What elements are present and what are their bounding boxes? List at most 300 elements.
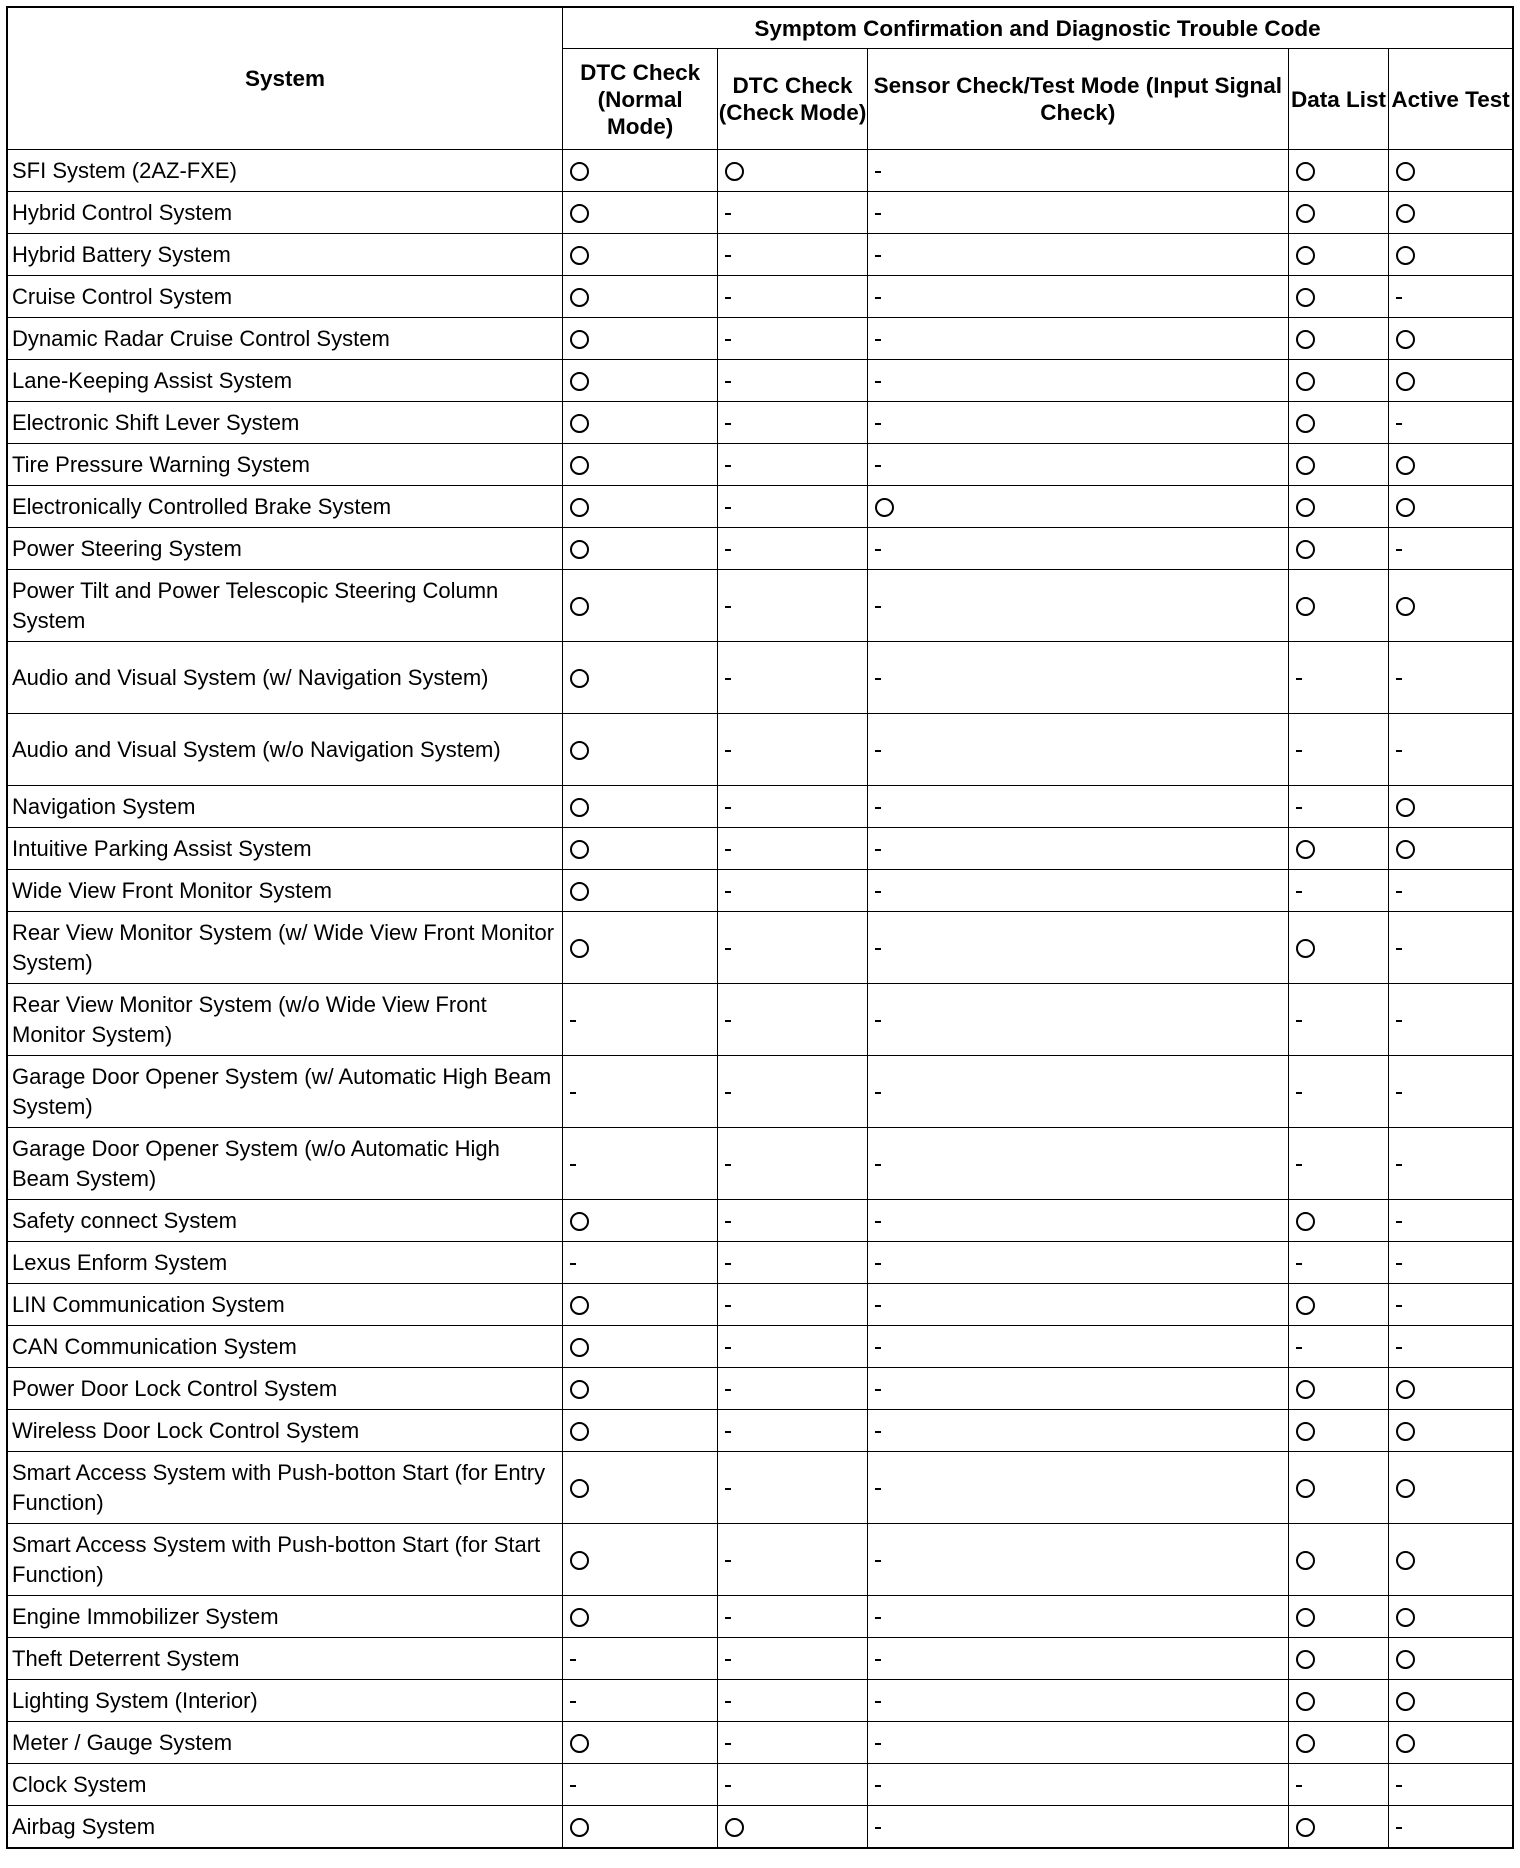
- dash-icon: [875, 1092, 881, 1094]
- dash-icon: [875, 213, 881, 215]
- circle-icon: [1296, 1212, 1315, 1231]
- value-cell: [718, 444, 867, 486]
- table-row: [7, 402, 1513, 444]
- dash-icon: [570, 1785, 576, 1787]
- dash-icon: [1396, 1785, 1402, 1787]
- table-row: [7, 1638, 1513, 1680]
- circle-icon: [570, 414, 589, 433]
- value-cell: [718, 1242, 867, 1284]
- value-cell: [1389, 570, 1513, 642]
- value-cell: [867, 1056, 1288, 1128]
- circle-icon: [1296, 1551, 1315, 1570]
- dash-icon: [1396, 678, 1402, 680]
- value-cell: [1389, 912, 1513, 984]
- value-cell: [1389, 984, 1513, 1056]
- value-cell: [718, 276, 867, 318]
- system-name: Lane-Keeping Assist System: [7, 360, 562, 402]
- circle-icon: [1396, 1692, 1415, 1711]
- value-cell: [1288, 318, 1388, 360]
- dash-icon: [875, 1347, 881, 1349]
- dash-icon: [875, 750, 881, 752]
- value-cell: [867, 318, 1288, 360]
- value-cell: [562, 318, 717, 360]
- circle-icon: [1296, 840, 1315, 859]
- value-cell: [1389, 1128, 1513, 1200]
- dash-icon: [875, 339, 881, 341]
- table-row: [7, 318, 1513, 360]
- value-cell: [1389, 276, 1513, 318]
- dash-icon: [875, 1659, 881, 1661]
- value-cell: [867, 360, 1288, 402]
- circle-icon: [1396, 1422, 1415, 1441]
- circle-icon: [1396, 1551, 1415, 1570]
- value-cell: [562, 1326, 717, 1368]
- circle-icon: [570, 204, 589, 223]
- table-row: [7, 1452, 1513, 1524]
- circle-icon: [1396, 330, 1415, 349]
- value-cell: [562, 984, 717, 1056]
- dash-icon: [875, 1389, 881, 1391]
- value-cell: [867, 402, 1288, 444]
- value-cell: [867, 1452, 1288, 1524]
- dash-icon: [725, 1617, 731, 1619]
- dash-icon: [1396, 948, 1402, 950]
- value-cell: [562, 276, 717, 318]
- value-cell: [867, 912, 1288, 984]
- value-cell: [1288, 1128, 1388, 1200]
- value-cell: [1288, 528, 1388, 570]
- system-name: Power Door Lock Control System: [7, 1368, 562, 1410]
- circle-icon: [1296, 1650, 1315, 1669]
- circle-icon: [1296, 1818, 1315, 1837]
- value-cell: [718, 318, 867, 360]
- value-cell: [1389, 318, 1513, 360]
- dash-icon: [725, 423, 731, 425]
- dash-icon: [875, 849, 881, 851]
- dash-icon: [1296, 1164, 1302, 1166]
- value-cell: [1288, 1680, 1388, 1722]
- table-row: [7, 192, 1513, 234]
- dash-icon: [725, 297, 731, 299]
- value-cell: [1389, 1638, 1513, 1680]
- value-cell: [718, 1128, 867, 1200]
- circle-icon: [1296, 162, 1315, 181]
- dash-icon: [1296, 678, 1302, 680]
- value-cell: [1389, 192, 1513, 234]
- value-cell: [1389, 1452, 1513, 1524]
- value-cell: [1389, 870, 1513, 912]
- value-cell: [867, 1638, 1288, 1680]
- circle-icon: [1396, 1650, 1415, 1669]
- dash-icon: [1296, 750, 1302, 752]
- value-cell: [562, 642, 717, 714]
- value-cell: [718, 1524, 867, 1596]
- column-header: Active Test: [1389, 49, 1513, 150]
- circle-icon: [1296, 939, 1315, 958]
- table-row: [7, 486, 1513, 528]
- dash-icon: [725, 1431, 731, 1433]
- circle-icon: [1296, 330, 1315, 349]
- circle-icon: [1296, 1296, 1315, 1315]
- circle-icon: [570, 840, 589, 859]
- system-name: Electronic Shift Lever System: [7, 402, 562, 444]
- dash-icon: [1296, 1263, 1302, 1265]
- value-cell: [718, 528, 867, 570]
- circle-icon: [1396, 456, 1415, 475]
- value-cell: [562, 1806, 717, 1849]
- system-name: LIN Communication System: [7, 1284, 562, 1326]
- system-name: Lexus Enform System: [7, 1242, 562, 1284]
- circle-icon: [1296, 1608, 1315, 1627]
- value-cell: [1389, 1680, 1513, 1722]
- value-cell: [562, 360, 717, 402]
- value-cell: [867, 1722, 1288, 1764]
- dash-icon: [875, 948, 881, 950]
- value-cell: [1389, 528, 1513, 570]
- table-row: [7, 1326, 1513, 1368]
- system-name: SFI System (2AZ-FXE): [7, 150, 562, 192]
- value-cell: [867, 1680, 1288, 1722]
- dash-icon: [875, 1617, 881, 1619]
- value-cell: [718, 486, 867, 528]
- circle-icon: [1296, 456, 1315, 475]
- value-cell: [1288, 402, 1388, 444]
- dash-icon: [1396, 1092, 1402, 1094]
- dash-icon: [725, 1659, 731, 1661]
- table-row: [7, 1242, 1513, 1284]
- value-cell: [562, 402, 717, 444]
- value-cell: [562, 1284, 717, 1326]
- circle-icon: [570, 288, 589, 307]
- system-name: Smart Access System with Push-botton Start (for Start Function): [7, 1524, 562, 1596]
- table-row: [7, 1596, 1513, 1638]
- dash-icon: [570, 1164, 576, 1166]
- circle-icon: [570, 162, 589, 181]
- circle-icon: [1296, 597, 1315, 616]
- circle-icon: [570, 669, 589, 688]
- circle-icon: [1396, 1479, 1415, 1498]
- value-cell: [1389, 150, 1513, 192]
- table-row: [7, 570, 1513, 642]
- value-cell: [1389, 1410, 1513, 1452]
- value-cell: [718, 1806, 867, 1849]
- value-cell: [718, 234, 867, 276]
- value-cell: [718, 150, 867, 192]
- dash-icon: [570, 1263, 576, 1265]
- dash-icon: [725, 1305, 731, 1307]
- value-cell: [1389, 1242, 1513, 1284]
- dash-icon: [875, 1743, 881, 1745]
- circle-icon: [570, 1422, 589, 1441]
- value-cell: [1288, 1056, 1388, 1128]
- dash-icon: [725, 381, 731, 383]
- circle-icon: [1296, 498, 1315, 517]
- value-cell: [867, 234, 1288, 276]
- table-row: [7, 1128, 1513, 1200]
- table-row: [7, 1284, 1513, 1326]
- value-cell: [718, 1410, 867, 1452]
- circle-icon: [1396, 204, 1415, 223]
- circle-icon: [1296, 1479, 1315, 1498]
- value-cell: [1288, 192, 1388, 234]
- circle-icon: [570, 540, 589, 559]
- value-cell: [562, 714, 717, 786]
- table-row: [7, 984, 1513, 1056]
- value-cell: [1389, 360, 1513, 402]
- dash-icon: [725, 750, 731, 752]
- dash-icon: [1396, 1020, 1402, 1022]
- value-cell: [1288, 1200, 1388, 1242]
- dash-icon: [1396, 1221, 1402, 1223]
- dash-icon: [725, 507, 731, 509]
- dash-icon: [725, 1389, 731, 1391]
- value-cell: [867, 1524, 1288, 1596]
- value-cell: [718, 786, 867, 828]
- value-cell: [718, 1638, 867, 1680]
- circle-icon: [570, 1212, 589, 1231]
- value-cell: [1389, 1200, 1513, 1242]
- circle-icon: [1396, 1380, 1415, 1399]
- dash-icon: [1396, 750, 1402, 752]
- circle-icon: [725, 162, 744, 181]
- value-cell: [718, 360, 867, 402]
- circle-icon: [1296, 204, 1315, 223]
- system-name: Power Tilt and Power Telescopic Steering Column System: [7, 570, 562, 642]
- value-cell: [562, 1452, 717, 1524]
- table-row: [7, 276, 1513, 318]
- table-row: [7, 234, 1513, 276]
- table-row: [7, 150, 1513, 192]
- table-row: [7, 642, 1513, 714]
- value-cell: [1288, 276, 1388, 318]
- column-header: DTC Check (Check Mode): [718, 49, 867, 150]
- diagnostic-function-table: [6, 6, 1514, 1849]
- value-cell: [867, 1596, 1288, 1638]
- table-row: [7, 1764, 1513, 1806]
- circle-icon: [1396, 162, 1415, 181]
- dash-icon: [725, 1263, 731, 1265]
- value-cell: [562, 444, 717, 486]
- table-row: [7, 786, 1513, 828]
- value-cell: [718, 1452, 867, 1524]
- dash-icon: [875, 465, 881, 467]
- value-cell: [867, 1242, 1288, 1284]
- dash-icon: [725, 606, 731, 608]
- value-cell: [562, 486, 717, 528]
- value-cell: [1389, 714, 1513, 786]
- value-cell: [718, 828, 867, 870]
- system-name: Rear View Monitor System (w/ Wide View Front Monitor System): [7, 912, 562, 984]
- value-cell: [1389, 1326, 1513, 1368]
- value-cell: [867, 276, 1288, 318]
- circle-icon: [875, 498, 894, 517]
- value-cell: [1389, 402, 1513, 444]
- circle-icon: [1396, 246, 1415, 265]
- dash-icon: [725, 1701, 731, 1703]
- value-cell: [1288, 1368, 1388, 1410]
- value-cell: [867, 570, 1288, 642]
- value-cell: [867, 714, 1288, 786]
- system-name: Tire Pressure Warning System: [7, 444, 562, 486]
- table-row: [7, 714, 1513, 786]
- dash-icon: [875, 678, 881, 680]
- value-cell: [718, 570, 867, 642]
- value-cell: [718, 870, 867, 912]
- value-cell: [867, 1326, 1288, 1368]
- dash-icon: [875, 1164, 881, 1166]
- value-cell: [562, 570, 717, 642]
- value-cell: [562, 528, 717, 570]
- system-name: Safety connect System: [7, 1200, 562, 1242]
- value-cell: [1389, 1056, 1513, 1128]
- table-row: [7, 1806, 1513, 1849]
- value-cell: [1288, 486, 1388, 528]
- dash-icon: [725, 1164, 731, 1166]
- value-cell: [1389, 444, 1513, 486]
- dash-icon: [1296, 1347, 1302, 1349]
- system-name: Theft Deterrent System: [7, 1638, 562, 1680]
- circle-icon: [570, 456, 589, 475]
- system-name: Navigation System: [7, 786, 562, 828]
- value-cell: [562, 912, 717, 984]
- value-cell: [1288, 1524, 1388, 1596]
- system-name: Rear View Monitor System (w/o Wide View Front Monitor System): [7, 984, 562, 1056]
- circle-icon: [570, 246, 589, 265]
- value-cell: [1389, 1368, 1513, 1410]
- value-cell: [1288, 984, 1388, 1056]
- circle-icon: [1296, 540, 1315, 559]
- circle-icon: [1296, 288, 1315, 307]
- value-cell: [1288, 870, 1388, 912]
- dash-icon: [1296, 807, 1302, 809]
- circle-icon: [570, 882, 589, 901]
- value-cell: [718, 912, 867, 984]
- value-cell: [867, 786, 1288, 828]
- circle-icon: [1396, 798, 1415, 817]
- table-row: [7, 912, 1513, 984]
- value-cell: [1389, 234, 1513, 276]
- circle-icon: [1396, 498, 1415, 517]
- dash-icon: [725, 1560, 731, 1562]
- dash-icon: [875, 423, 881, 425]
- dash-icon: [570, 1701, 576, 1703]
- value-cell: [718, 1680, 867, 1722]
- value-cell: [1288, 642, 1388, 714]
- dash-icon: [1396, 1263, 1402, 1265]
- circle-icon: [1396, 372, 1415, 391]
- value-cell: [562, 1680, 717, 1722]
- system-name: Engine Immobilizer System: [7, 1596, 562, 1638]
- dash-icon: [875, 606, 881, 608]
- table-row: [7, 828, 1513, 870]
- circle-icon: [570, 1608, 589, 1627]
- value-cell: [867, 444, 1288, 486]
- circle-icon: [1296, 1734, 1315, 1753]
- dash-icon: [1396, 1827, 1402, 1829]
- value-cell: [562, 1722, 717, 1764]
- value-cell: [1288, 912, 1388, 984]
- dash-icon: [725, 1020, 731, 1022]
- value-cell: [1288, 1452, 1388, 1524]
- value-cell: [562, 870, 717, 912]
- dash-icon: [1396, 1164, 1402, 1166]
- dash-icon: [725, 1347, 731, 1349]
- dash-icon: [725, 678, 731, 680]
- group-header: Symptom Confirmation and Diagnostic Trouble Code: [562, 7, 1513, 49]
- table-row: [7, 1680, 1513, 1722]
- dash-icon: [1396, 1347, 1402, 1349]
- circle-icon: [570, 741, 589, 760]
- dash-icon: [725, 1221, 731, 1223]
- value-cell: [1288, 828, 1388, 870]
- dash-icon: [570, 1020, 576, 1022]
- dash-icon: [1396, 297, 1402, 299]
- dash-icon: [875, 1020, 881, 1022]
- value-cell: [718, 1326, 867, 1368]
- dash-icon: [875, 1263, 881, 1265]
- dash-icon: [1296, 1785, 1302, 1787]
- dash-icon: [725, 891, 731, 893]
- circle-icon: [570, 597, 589, 616]
- dash-icon: [725, 255, 731, 257]
- value-cell: [867, 1128, 1288, 1200]
- value-cell: [867, 1764, 1288, 1806]
- value-cell: [562, 1368, 717, 1410]
- value-cell: [718, 1596, 867, 1638]
- value-cell: [562, 1596, 717, 1638]
- value-cell: [562, 1764, 717, 1806]
- system-column-header: System: [7, 7, 562, 150]
- circle-icon: [1296, 1380, 1315, 1399]
- table-row: [7, 1722, 1513, 1764]
- system-name: Smart Access System with Push-botton Start (for Entry Function): [7, 1452, 562, 1524]
- value-cell: [1389, 786, 1513, 828]
- circle-icon: [570, 1296, 589, 1315]
- system-name: Hybrid Control System: [7, 192, 562, 234]
- value-cell: [1288, 1764, 1388, 1806]
- value-cell: [1288, 1596, 1388, 1638]
- value-cell: [718, 642, 867, 714]
- value-cell: [562, 828, 717, 870]
- dash-icon: [1296, 891, 1302, 893]
- circle-icon: [570, 1380, 589, 1399]
- value-cell: [562, 1128, 717, 1200]
- value-cell: [562, 1056, 717, 1128]
- value-cell: [1288, 1410, 1388, 1452]
- value-cell: [867, 150, 1288, 192]
- circle-icon: [570, 939, 589, 958]
- value-cell: [867, 192, 1288, 234]
- value-cell: [867, 1200, 1288, 1242]
- dash-icon: [875, 1560, 881, 1562]
- value-cell: [718, 1722, 867, 1764]
- dash-icon: [725, 1488, 731, 1490]
- system-name: Power Steering System: [7, 528, 562, 570]
- value-cell: [1288, 360, 1388, 402]
- table-row: [7, 360, 1513, 402]
- value-cell: [867, 870, 1288, 912]
- dash-icon: [875, 1221, 881, 1223]
- value-cell: [718, 1200, 867, 1242]
- dash-icon: [725, 1743, 731, 1745]
- dash-icon: [725, 948, 731, 950]
- system-name: Clock System: [7, 1764, 562, 1806]
- dash-icon: [875, 807, 881, 809]
- system-name: Garage Door Opener System (w/o Automatic High Beam System): [7, 1128, 562, 1200]
- dash-icon: [875, 1827, 881, 1829]
- dash-icon: [1296, 1092, 1302, 1094]
- dash-icon: [1396, 549, 1402, 551]
